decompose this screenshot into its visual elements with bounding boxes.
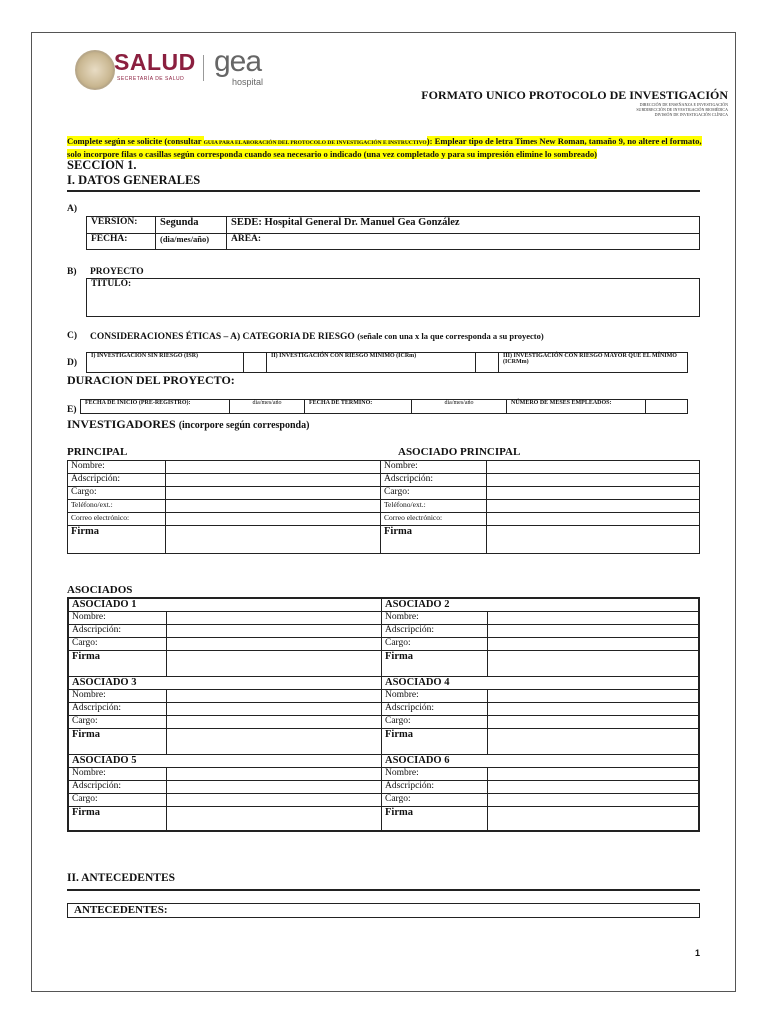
consideraciones-title: CONSIDERACIONES ÉTICAS – A) CATEGORIA DE RIESGO: [90, 332, 355, 342]
a5-nombre[interactable]: [167, 768, 382, 781]
a6-firma[interactable]: [488, 807, 700, 831]
a3-cargo[interactable]: [167, 716, 382, 729]
principal-title: PRINCIPAL: [67, 446, 128, 458]
a3-nombre[interactable]: [167, 690, 382, 703]
consideraciones-note: (señale con una x la que corresponda a su proyecto): [357, 331, 544, 341]
a4-nombre[interactable]: [488, 690, 700, 703]
principal-nombre[interactable]: [166, 461, 381, 474]
asociado-3-title: ASOCIADO 3: [68, 677, 382, 690]
asociado-5-title: ASOCIADO 5: [68, 755, 382, 768]
a3-nombre-label: Nombre:: [68, 690, 167, 703]
riesgo-isr: I) INVESTIGACION SIN RIESGO (ISR): [87, 353, 244, 373]
riesgo-isr-check[interactable]: [244, 353, 267, 373]
principal-correo-label: Correo electrónico:: [68, 513, 166, 526]
a4-cargo-label: Cargo:: [382, 716, 488, 729]
a1-adscripcion[interactable]: [167, 625, 382, 638]
a6-adscripcion[interactable]: [488, 781, 700, 794]
principal-correo[interactable]: [166, 513, 381, 526]
asocp-nombre-label: Nombre:: [381, 461, 487, 474]
fecha-label: FECHA:: [87, 234, 156, 250]
a4-firma[interactable]: [488, 729, 700, 755]
titulo-table: [86, 278, 700, 317]
asociado-principal-title: ASOCIADO PRINCIPAL: [398, 446, 521, 458]
a1-firma-label: Firma: [68, 651, 167, 677]
page-number: 1: [695, 948, 701, 958]
a1-nombre-label: Nombre:: [68, 612, 167, 625]
a5-firma[interactable]: [167, 807, 382, 831]
datos-generales-title: I. DATOS GENERALES: [67, 173, 201, 187]
section-title: SECCION 1.: [67, 158, 137, 172]
asocp-telefono-label: Teléfono/ext.:: [381, 500, 487, 513]
principal-telefono-label: Teléfono/ext.:: [68, 500, 166, 513]
asocp-firma[interactable]: [487, 526, 700, 554]
asocp-nombre[interactable]: [487, 461, 700, 474]
a5-cargo[interactable]: [167, 794, 382, 807]
a2-firma[interactable]: [488, 651, 700, 677]
fecha-inicio-label: FECHA DE INICIO (PRE-REGISTRO):: [81, 400, 230, 414]
antecedentes-title: II. ANTECEDENTES: [67, 872, 176, 884]
investigadores-label: INVESTIGADORES: [67, 417, 176, 431]
a6-nombre[interactable]: [488, 768, 700, 781]
a4-adscripcion-label: Adscripción:: [382, 703, 488, 716]
a3-cargo-label: Cargo:: [68, 716, 167, 729]
a6-firma-label: Firma: [382, 807, 488, 831]
a1-firma[interactable]: [167, 651, 382, 677]
a5-nombre-label: Nombre:: [68, 768, 167, 781]
antecedentes-table: [67, 903, 700, 918]
area-cell[interactable]: AREA:: [227, 234, 700, 250]
investigadores-note: (incorpore según corresponda): [178, 420, 310, 431]
document-subtitle-3: DIVISIÓN DE INVESTIGACIÓN CLÍNICA: [654, 112, 728, 117]
num-meses-label: NÚMERO DE MESES EMPLEADOS:: [507, 400, 646, 414]
asocp-adscripcion[interactable]: [487, 474, 700, 487]
asociado-4-title: ASOCIADO 4: [382, 677, 700, 690]
a6-adscripcion-label: Adscripción:: [382, 781, 488, 794]
fecha-termino-label: FECHA DE TERMINO:: [305, 400, 412, 414]
riesgo-icrm-check[interactable]: [476, 353, 499, 373]
a2-firma-label: Firma: [382, 651, 488, 677]
a4-firma-label: Firma: [382, 729, 488, 755]
proyecto-label: PROYECTO: [90, 267, 144, 277]
logo-salud-sub: SECRETARÍA DE SALUD: [117, 76, 185, 82]
a1-nombre[interactable]: [167, 612, 382, 625]
version-table: [86, 216, 700, 250]
asocp-cargo[interactable]: [487, 487, 700, 500]
instructions-guide: GUIA PARA ELABORACIÓN DEL PROTOCOLO DE INVESTIGACIÓN E INSTRUCTIVO: [203, 140, 427, 146]
principal-nombre-label: Nombre:: [68, 461, 166, 474]
label-d: D): [67, 358, 78, 368]
a2-nombre[interactable]: [488, 612, 700, 625]
a4-cargo[interactable]: [488, 716, 700, 729]
a1-cargo[interactable]: [167, 638, 382, 651]
a2-nombre-label: Nombre:: [382, 612, 488, 625]
a3-firma[interactable]: [167, 729, 382, 755]
asocp-firma-label: Firma: [381, 526, 487, 554]
fecha-termino-value[interactable]: dia/mes/año: [412, 400, 507, 414]
asociados-title: ASOCIADOS: [67, 584, 133, 596]
consideraciones-eticas: [90, 331, 544, 342]
principal-telefono[interactable]: [166, 500, 381, 513]
duracion-table: [80, 399, 688, 414]
logo-gea: gea: [214, 45, 262, 78]
antecedentes-rule: [67, 889, 700, 891]
titulo-cell[interactable]: TITULO:: [87, 279, 700, 317]
document-title: FORMATO UNICO PROTOCOLO DE INVESTIGACIÓN: [421, 88, 728, 102]
a4-nombre-label: Nombre:: [382, 690, 488, 703]
sede-cell[interactable]: SEDE: Hospital General Dr. Manuel Gea González: [227, 217, 700, 234]
asociados-table: [67, 597, 700, 832]
antecedentes-box[interactable]: ANTECEDENTES:: [68, 904, 700, 918]
a5-firma-label: Firma: [68, 807, 167, 831]
a1-adscripcion-label: Adscripción:: [68, 625, 167, 638]
a2-adscripcion[interactable]: [488, 625, 700, 638]
fecha-value[interactable]: (dia/mes/año): [156, 234, 227, 250]
a3-firma-label: Firma: [68, 729, 167, 755]
asociado-6-title: ASOCIADO 6: [382, 755, 700, 768]
principal-adscripcion-label: Adscripción:: [68, 474, 166, 487]
a2-cargo-label: Cargo:: [382, 638, 488, 651]
a6-cargo[interactable]: [488, 794, 700, 807]
principal-firma[interactable]: [166, 526, 381, 554]
logo-salud: SALUD: [114, 49, 196, 75]
principal-table: [67, 460, 700, 554]
principal-cargo[interactable]: [166, 487, 381, 500]
principal-firma-label: Firma: [68, 526, 166, 554]
a6-nombre-label: Nombre:: [382, 768, 488, 781]
asociado-1-title: ASOCIADO 1: [68, 598, 382, 612]
num-meses-value[interactable]: [646, 400, 688, 414]
label-c: C): [67, 331, 78, 341]
logo-separator: [203, 55, 204, 81]
asocp-correo-label: Correo electrónico:: [381, 513, 487, 526]
document-subtitle-2: SUBDIRECCIÓN DE INVESTIGACIÓN BIOMÉDICA: [636, 107, 728, 112]
principal-cargo-label: Cargo:: [68, 487, 166, 500]
a5-adscripcion-label: Adscripción:: [68, 781, 167, 794]
a5-adscripcion[interactable]: [167, 781, 382, 794]
document-subtitle-1: DIRECCIÓN DE ENSEÑANZA E INVESTIGACIÓN: [639, 102, 728, 107]
a1-cargo-label: Cargo:: [68, 638, 167, 651]
asocp-cargo-label: Cargo:: [381, 487, 487, 500]
a2-cargo[interactable]: [488, 638, 700, 651]
version-label: VERSION:: [87, 217, 156, 234]
asocp-adscripcion-label: Adscripción:: [381, 474, 487, 487]
label-a: A): [67, 204, 78, 214]
asocp-correo[interactable]: [487, 513, 700, 526]
asocp-telefono[interactable]: [487, 500, 700, 513]
label-e: E): [67, 405, 77, 415]
riesgo-icrm: II) INVESTIGACIÓN CON RIESGO MINIMO (ICRm): [267, 353, 476, 373]
asociado-2-title: ASOCIADO 2: [382, 598, 700, 612]
duracion-title: DURACION DEL PROYECTO:: [67, 373, 235, 387]
a3-adscripcion[interactable]: [167, 703, 382, 716]
section-rule: [67, 190, 700, 192]
investigadores-title: [67, 417, 309, 432]
salud-emblem-icon: [75, 50, 115, 90]
principal-adscripcion[interactable]: [166, 474, 381, 487]
instructions: [67, 136, 703, 160]
instructions-part1: Complete según se solicite (consultar: [67, 136, 204, 146]
riesgo-icrmm: III) INVESTIGACIÓN CON RIESGO MAYOR QUE EL MÍNIMO (ICRMm): [499, 353, 688, 373]
label-b: B): [67, 267, 77, 277]
a2-adscripcion-label: Adscripción:: [382, 625, 488, 638]
a5-cargo-label: Cargo:: [68, 794, 167, 807]
fecha-inicio-value[interactable]: dia/mes/año: [230, 400, 305, 414]
riesgo-table: [86, 352, 688, 373]
version-value[interactable]: Segunda: [156, 217, 227, 234]
logo-hospital: hospital: [232, 77, 264, 87]
instructions-part3: ): Emplear tipo de letra Times New Roman, tamaño 9, no altere el formato, solo incorpore filas o casillas según corresponda cuando sea necesario o indicado (una vez completado y para su impresión elimine lo sombreado): [67, 136, 702, 159]
a4-adscripcion[interactable]: [488, 703, 700, 716]
a3-adscripcion-label: Adscripción:: [68, 703, 167, 716]
a6-cargo-label: Cargo:: [382, 794, 488, 807]
